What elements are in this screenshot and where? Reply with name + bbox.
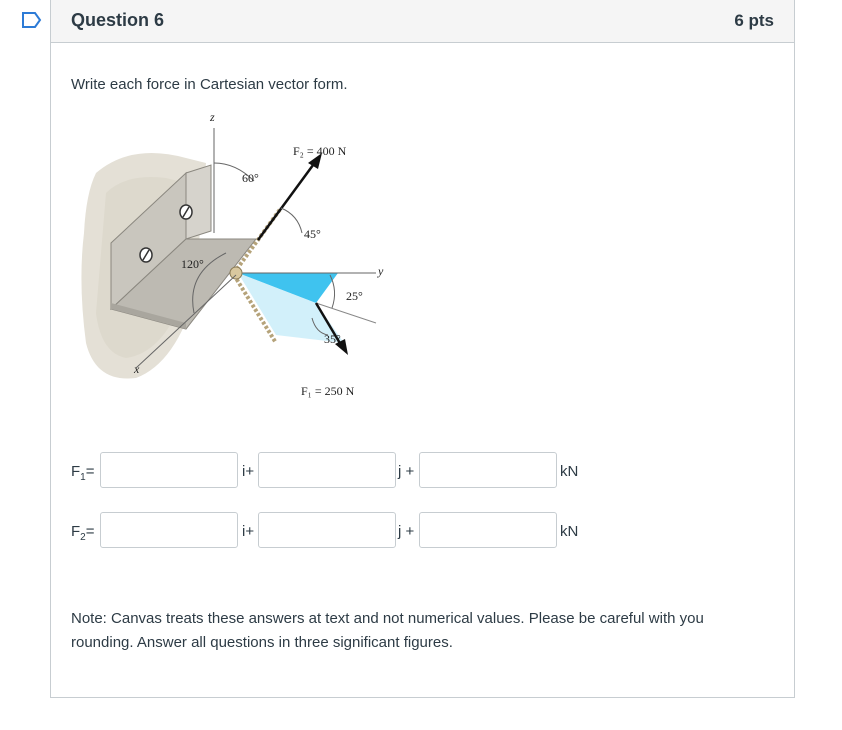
question-prompt: Write each force in Cartesian vector form. bbox=[71, 76, 348, 93]
f2-row-label: $F_2=$ bbox=[71, 523, 95, 543]
force-diagram bbox=[76, 103, 386, 403]
f1-j-separator: j + bbox=[398, 463, 415, 480]
rounding-note: Note: Canvas treats these answers at text and not numerical values. Please be careful with you rounding. Answer all questions in three significant figures. bbox=[71, 610, 704, 651]
bookmark-flag-icon[interactable] bbox=[21, 11, 43, 29]
angle-120-label: 120° bbox=[181, 257, 204, 271]
f1-i-separator: i+ bbox=[242, 463, 255, 480]
question-title: Question 6 bbox=[71, 10, 165, 30]
f2-j-input[interactable] bbox=[258, 512, 396, 548]
f2-j-separator: j + bbox=[398, 523, 415, 540]
f1-k-input[interactable] bbox=[419, 452, 557, 488]
f1-answer-row bbox=[71, 452, 631, 490]
f2-i-input[interactable] bbox=[100, 512, 238, 548]
x-axis-label: x bbox=[134, 362, 140, 376]
f2-i-separator: i+ bbox=[242, 523, 255, 540]
question-card bbox=[50, 0, 795, 698]
f1-j-input[interactable] bbox=[258, 452, 396, 488]
angle-25-label: 25° bbox=[346, 289, 363, 303]
f1-unit: kN bbox=[560, 463, 579, 480]
f1-label: F₁ = 250 N bbox=[301, 384, 355, 398]
f2-k-input[interactable] bbox=[419, 512, 557, 548]
angle-60-label: 60° bbox=[242, 171, 259, 185]
f2-label: F₂ = 400 N bbox=[293, 144, 347, 158]
z-axis-label: z bbox=[210, 110, 215, 124]
f2-unit: kN bbox=[560, 523, 579, 540]
question-points: 6 pts bbox=[734, 11, 774, 30]
bracket-vertical-plate bbox=[186, 165, 211, 239]
angle-45-label: 45° bbox=[304, 227, 321, 241]
f2-answer-row bbox=[71, 512, 631, 550]
question-header bbox=[51, 0, 794, 43]
y-axis-label: y bbox=[378, 264, 384, 278]
f1-row-label: $F_1=$ bbox=[71, 463, 95, 483]
f1-i-input[interactable] bbox=[100, 452, 238, 488]
angle-35-label: 35° bbox=[324, 332, 341, 346]
rope-knot bbox=[230, 267, 242, 279]
